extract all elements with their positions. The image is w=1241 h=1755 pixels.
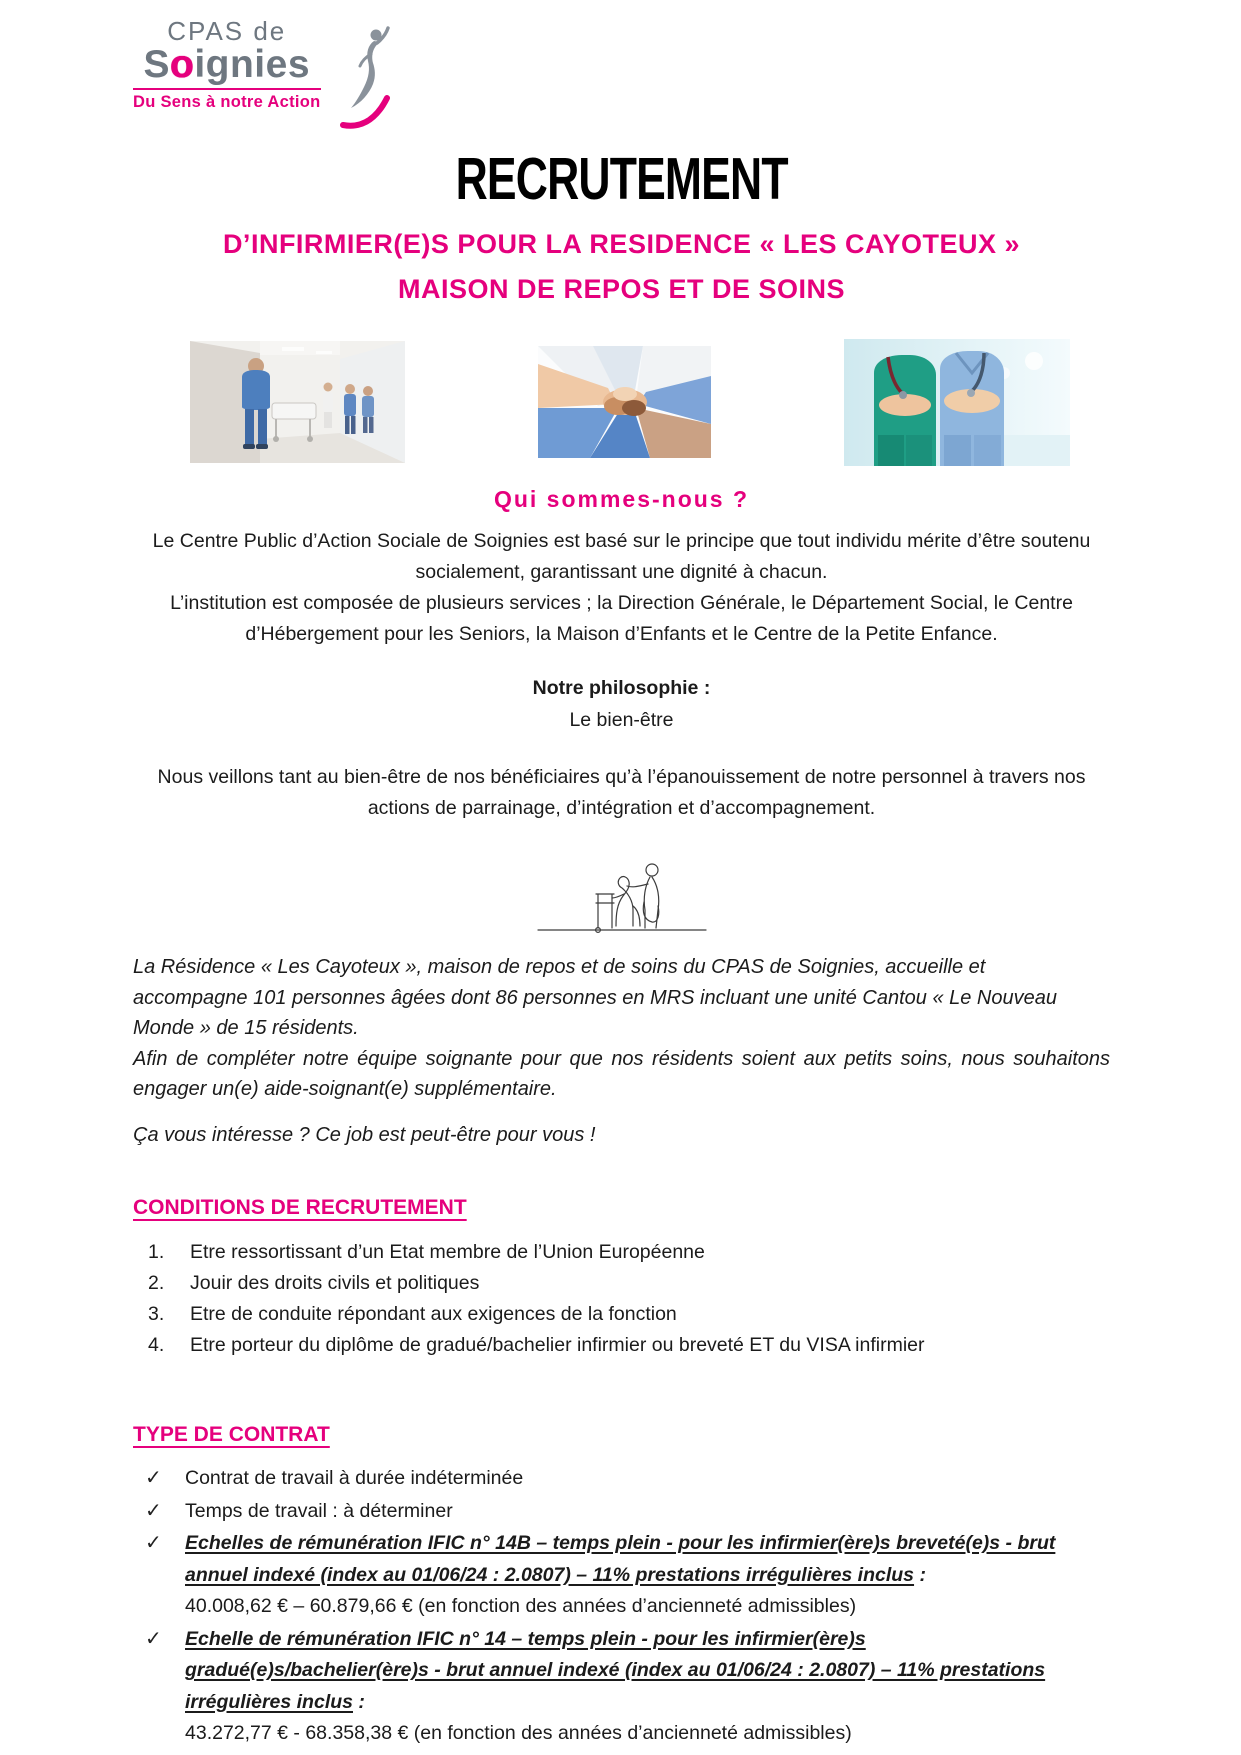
residence-paragraph-1: La Résidence « Les Cayoteux », maison de repos et de soins du CPAS de Soignies, accueille et accompagne 101 personnes âgées dont 86 personnes en MRS incluant une unité Cantou « Le Nouveau Monde » de 15 résidents. — [133, 956, 1057, 1039]
logo-pink-o: o — [170, 43, 195, 87]
title-wrap — [133, 146, 1110, 213]
subtitle-institution: MAISON DE REPOS ET DE SOINS — [397, 274, 846, 304]
residence-block — [133, 952, 1110, 1150]
conditions-list — [133, 1237, 1110, 1361]
subtitle — [133, 222, 1110, 312]
philosophy-value: Le bien-être — [569, 709, 674, 731]
section-heading-conditions: CONDITIONS DE RECRUTEMENT — [133, 1196, 467, 1219]
photo-two-nurses — [844, 339, 1070, 466]
logo-org-name-line1: CPAS de — [167, 16, 287, 46]
condition-item-3 — [133, 1299, 1110, 1330]
residence-paragraph-2: Afin de compléter notre équipe soignante pour que nos résidents soient aux petits soins, nous souhaitons engager un(e) aide-soignant(e) supplémentaire. — [133, 1047, 1110, 1100]
check-icon: ✓ — [145, 1532, 162, 1554]
contract-item-2 — [133, 1496, 1110, 1528]
condition-text: Etre porteur du diplôme de gradué/bachelier infirmier ou breveté ET du VISA infirmier — [190, 1334, 925, 1356]
subtitle-position: D’INFIRMIER(E)S POUR LA RESIDENCE « LES CAYOTEUX » — [222, 229, 1021, 259]
contract-list — [133, 1463, 1110, 1750]
about-paragraph-1: Le Centre Public d’Action Sociale de Soignies est basé sur le principe que tout individu mérite d’être soutenu socialement, garantissant une dignité à chacun. — [152, 530, 1091, 583]
salary-range: 40.008,62 € – 60.879,66 € (en fonction des années d’ancienneté admissibles) — [185, 1595, 857, 1617]
check-icon: ✓ — [145, 1499, 162, 1522]
check-icon: ✓ — [145, 1627, 162, 1650]
salary-scale-title: Echelle de rémunération IFIC n° 14 – temps plein - pour les infirmier(ère)s gradué(e)s/bachelier(ère)s - brut annuel indexé (index au 01/06/24 : 2.0807) – 11% prestations irrégulières inclus — [185, 1627, 1046, 1713]
section-heading-contract: TYPE DE CONTRAT — [133, 1423, 330, 1446]
condition-text: Jouir des droits civils et politiques — [190, 1272, 480, 1294]
photo-team-hands — [538, 346, 711, 458]
contract-item-4 — [133, 1624, 1110, 1750]
condition-text: Etre ressortissant d’un Etat membre de l’Union Européenne — [190, 1241, 705, 1263]
colon: : — [914, 1563, 926, 1586]
logo-org-name-line2 — [133, 45, 321, 86]
condition-item-1 — [133, 1237, 1110, 1268]
contract-text: Temps de travail : à déterminer — [185, 1499, 453, 1522]
salary-range: 43.272,77 € - 68.358,38 € (en fonction des années d’ancienneté admissibles) — [185, 1722, 852, 1744]
section-heading-qui-sommes-nous: Qui sommes-nous ? — [493, 486, 750, 512]
illustration-wrap — [133, 844, 1110, 938]
wellbeing-paragraph: Nous veillons tant au bien-être de nos bénéficiaires qu’à l’épanouissement de notre personnel à travers nos actions de parrainage, d’intégration et d’accompagnement. — [157, 766, 1086, 819]
cpas-soignies-logo — [133, 18, 321, 112]
condition-item-4 — [133, 1330, 1110, 1361]
condition-text: Etre de conduite répondant aux exigences de la fonction — [190, 1303, 677, 1325]
philosophy-block — [133, 672, 1110, 736]
interest-question: Ça vous intéresse ? Ce job est peut-être pour vous ! — [133, 1123, 596, 1146]
logo-text-segment: ignies — [194, 43, 311, 87]
logo-text-segment: S — [143, 43, 170, 87]
page-title: RECRUTEMENT — [455, 146, 788, 213]
condition-item-2 — [133, 1268, 1110, 1299]
contract-item-1 — [133, 1463, 1110, 1495]
header-logo-row — [133, 18, 1110, 140]
logo-tagline: Du Sens à notre Action — [133, 88, 321, 112]
check-icon: ✓ — [145, 1467, 162, 1489]
philosophy-label: Notre philosophie : — [532, 677, 711, 699]
salary-scale-title: Echelles de rémunération IFIC n° 14B – temps plein - pour les infirmier(ère)s breveté(e)s - brut annuel indexé (index au 01/06/24 : 2.0807) – 11% prestations irrégulières inclus — [185, 1532, 1056, 1586]
dancer-logo-icon — [335, 24, 397, 134]
caregiver-line-drawing — [532, 844, 712, 936]
photo-hospital-corridor — [190, 341, 405, 463]
contract-text: Contrat de travail à durée indéterminée — [185, 1467, 524, 1489]
about-paragraph-2: L’institution est composée de plusieurs services ; la Direction Générale, le Département Social, le Centre d’Hébergement pour les Seniors, la Maison d’Enfants et le Centre de la Petite Enfance. — [170, 592, 1073, 645]
photo-strip — [190, 338, 1070, 466]
contract-item-3 — [133, 1528, 1110, 1623]
colon: : — [353, 1690, 365, 1713]
